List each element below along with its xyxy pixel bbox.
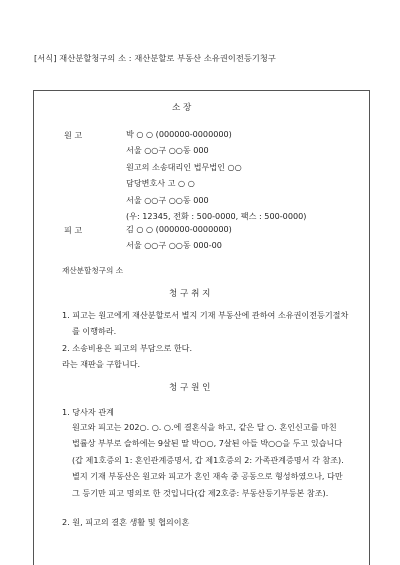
section-1-body xyxy=(72,419,344,501)
claim-purpose-line: 1. 피고는 원고에게 재산분할로서 별지 기재 부동산에 관하여 소유권이전등기절차 xyxy=(62,310,349,320)
claim-purpose-heading: 청 구 취 지 xyxy=(169,289,211,299)
plaintiff-counsel: 원고의 소송대리인 법무법인 ○○ xyxy=(126,161,242,172)
section-1-line: 별지 기재 부동산은 원고와 피고가 혼인 재속 중 공동으로 형성하였으나, 다만 xyxy=(72,471,343,482)
section-2-title: 2. 원, 피고의 결혼 생활 및 협의이혼 xyxy=(62,517,190,527)
defendant-address: 서울 ○○구 ○○동 000-00 xyxy=(126,240,222,251)
plaintiff-role-label: 원 고 xyxy=(64,130,83,140)
claim-purpose-body xyxy=(62,307,348,373)
section-1-line: 원고와 피고는 202○. ○. ○.에 결혼식을 하고, 같은 달 ○. 혼인신고를 마친 xyxy=(72,422,337,432)
counsel-address: 서울 ○○구 ○○동 000 xyxy=(126,194,209,205)
claim-purpose-line: 를 이행하라. xyxy=(72,326,117,337)
claim-purpose-line: 2. 소송비용은 피고의 부담으로 한다. xyxy=(62,342,193,353)
form-title: [서식] 재산분할청구의 소 : 재산분할로 부동산 소유권이전등기청구 xyxy=(34,53,276,63)
section-1-line: 그 등기만 피고 명의로 한 것입니다(갑 제2호증: 부동산등기부등본 참조). xyxy=(72,487,329,498)
counsel-contact: (우: 12345, 전화 : 500-0000, 팩스 : 500-0000) xyxy=(126,210,307,221)
section-1-line: (갑 제1호증의 1: 혼인관계증명서, 갑 제1호증의 2: 가족관계증명서 각 참조). xyxy=(72,454,344,465)
section-1-line: 법률상 부부로 슬하에는 9살된 딸 박○○, 7살된 아들 박○○을 두고 있습니다 xyxy=(72,438,343,449)
claim-purpose-line: 라는 재판을 구합니다. xyxy=(62,359,141,370)
defendant-info xyxy=(126,221,232,254)
case-name: 재산분할청구의 소 xyxy=(62,266,124,275)
plaintiff-info xyxy=(126,126,306,224)
section-1-title: 1. 당사자 관계 xyxy=(62,407,114,417)
claim-cause-heading: 청 구 원 인 xyxy=(169,383,211,393)
defendant-name: 김 ○ ○ (000000-0000000) xyxy=(126,224,232,234)
defendant-role-label: 피 고 xyxy=(64,225,83,235)
plaintiff-name: 박 ○ ○ (000000-0000000) xyxy=(126,129,232,139)
document-heading: 소 장 xyxy=(172,103,192,113)
plaintiff-attorney: 담당변호사 고 ○ ○ xyxy=(126,178,195,189)
plaintiff-address: 서울 ○○구 ○○동 000 xyxy=(126,145,209,156)
